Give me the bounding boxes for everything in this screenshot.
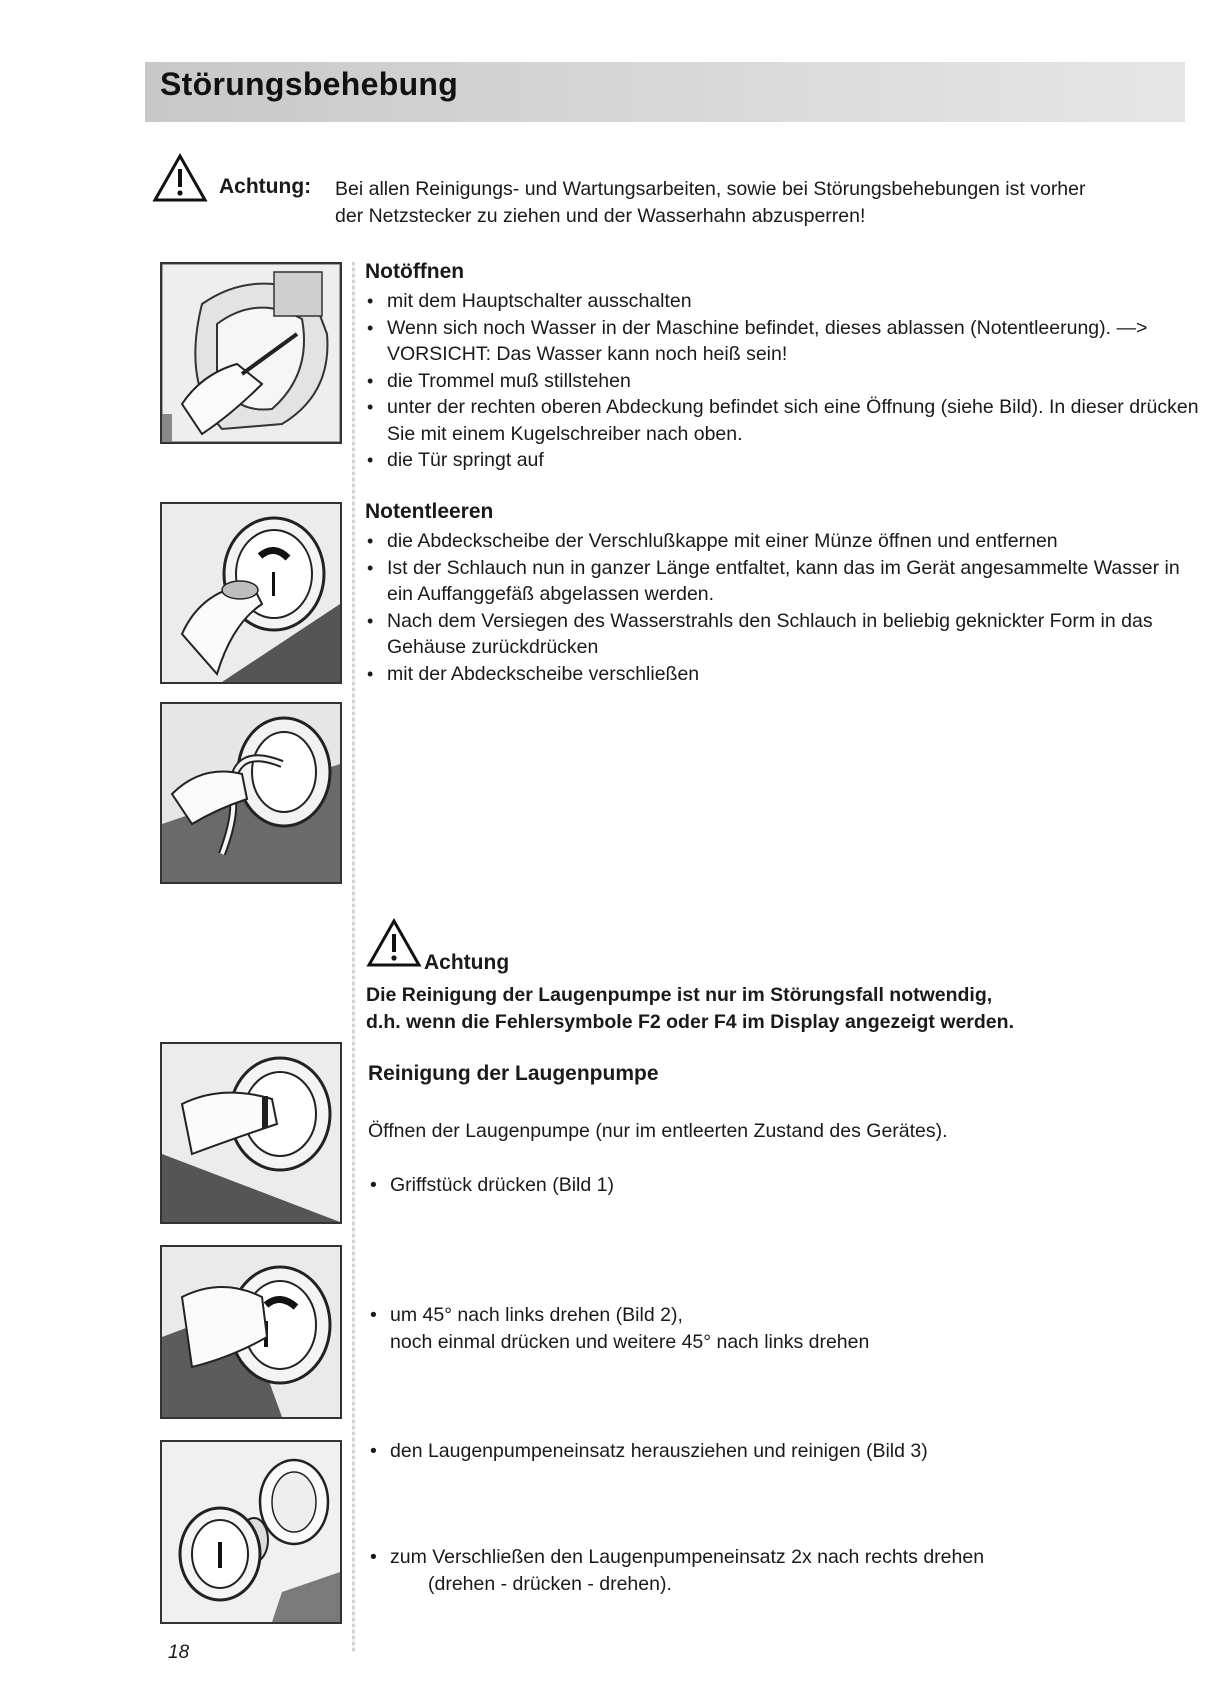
- warning-label: Achtung:: [219, 175, 312, 198]
- list-item: • Nach dem Versiegen des Wasserstrahls den Schlauch in beliebig geknickter Form in das Gehäuse zurückdrücken: [365, 608, 1205, 661]
- figure-emergency-drain-1: [160, 502, 342, 684]
- figure-pump-step-3: [160, 1440, 342, 1624]
- step-1: • Griffstück drücken (Bild 1): [368, 1172, 1210, 1199]
- list-item: • mit der Abdeckscheibe verschließen: [365, 661, 1205, 688]
- section-emergency-drain: [365, 498, 1205, 687]
- attention-line-2: d.h. wenn die Fehlersymbole F2 oder F4 im Display angezeigt werden.: [366, 1011, 1014, 1033]
- figure-pump-step-1: [160, 1042, 342, 1224]
- warning-triangle-icon: [366, 918, 422, 968]
- step-4: • zum Verschließen den Laugenpumpeneinsatz 2x nach rechts drehen: [368, 1544, 1210, 1571]
- warning-triangle-icon: [152, 153, 208, 203]
- step-2-line-1: • um 45° nach links drehen (Bild 2),: [390, 1304, 683, 1326]
- step-4-line-2: (drehen - drücken - drehen).: [428, 1573, 672, 1595]
- warning-line-1: Bei allen Reinigungs- und Wartungsarbeiten, sowie bei Störungsbehebungen ist vorher: [335, 178, 1086, 200]
- step-2-line-2: noch einmal drücken und weitere 45° nach links drehen: [390, 1331, 870, 1353]
- list-item: • unter der rechten oberen Abdeckung befindet sich eine Öffnung (siehe Bild). In dieser drücken Sie mit einem Kugelschreiber nach oben.: [365, 394, 1205, 447]
- drain-pump-intro: Öffnen der Laugenpumpe (nur im entleerten Zustand des Gerätes).: [368, 1120, 948, 1142]
- figure-pump-step-2: [160, 1245, 342, 1419]
- bullet-list: [365, 288, 1205, 474]
- list-item: • die Tür springt auf: [365, 447, 1205, 474]
- section-heading-drain-pump: Reinigung der Laugenpumpe: [368, 1062, 659, 1085]
- attention-label: Achtung: [424, 951, 510, 974]
- figure-emergency-drain-2: [160, 702, 342, 884]
- attention-line-1: Die Reinigung der Laugenpumpe ist nur im Störungsfall notwendig,: [366, 984, 993, 1006]
- page-number: 18: [168, 1642, 190, 1663]
- step-2: [368, 1302, 1210, 1329]
- column-divider: [352, 262, 355, 1652]
- page-title: Störungsbehebung: [160, 66, 459, 102]
- warning-text: [335, 176, 1205, 230]
- list-item: • Ist der Schlauch nun in ganzer Länge entfaltet, kann das im Gerät angesammelte Wasser in ein Auffanggefäß abgelassen werden.: [365, 555, 1205, 608]
- figure-emergency-open: [160, 262, 342, 444]
- bullet-list: [365, 528, 1205, 687]
- section-emergency-open: [365, 258, 1205, 474]
- section-heading: Notentleeren: [365, 500, 494, 523]
- step-3: • den Laugenpumpeneinsatz herausziehen und reinigen (Bild 3): [368, 1438, 1210, 1465]
- list-item: • die Abdeckscheibe der Verschlußkappe mit einer Münze öffnen und entfernen: [365, 528, 1205, 555]
- section-heading: Notöffnen: [365, 260, 465, 283]
- list-item: • Wenn sich noch Wasser in der Maschine befindet, dieses ablassen (Notentleerung). —> VORSICHT: Das Wasser kann noch heiß sein!: [365, 315, 1205, 368]
- list-item: • die Trommel muß stillstehen: [365, 368, 1205, 395]
- warning-line-2: der Netzstecker zu ziehen und der Wasserhahn abzusperren!: [335, 205, 866, 227]
- attention-text: [366, 982, 1206, 1036]
- list-item: • mit dem Hauptschalter ausschalten: [365, 288, 1205, 315]
